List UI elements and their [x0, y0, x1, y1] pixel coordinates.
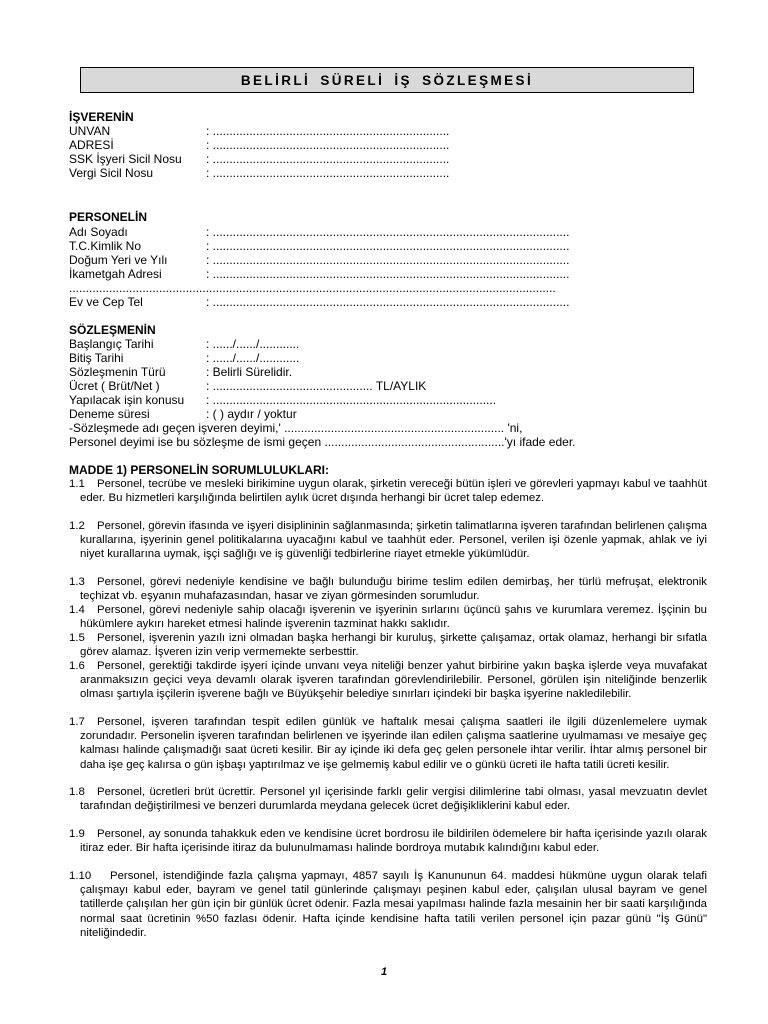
article-item-text: Personel, gerektiği takdirde işyeri içinde unvanı veya niteliği benzer yahut birbirine yakın başka işlerde veya muvafakat aranmaksızın geçici veya devamlı olarak işveren tarafından görevlendirilebilir. Personel, görülen işin niteliğinde benzerlik olması şartıyla işçilerin işverene bağlı ve Büyükşehir belediye sınırları içindeki bir başka işyerine nakledilebilir. — [80, 660, 707, 701]
article-item-text: Personel, işveren tarafından tespit edilen günlük ve haftalık mesai çalışma saatleri ile ilgili düzenlemelere uymak zorundadır. Personelin işveren tarafından belirlenen ve işyerinde ilan edilen çalışma saatlerine uyulmaması ve mesaiye geç kalması halinde çalışmadığı saat ücreti kesilir. Bir ay içinde iki defa geç gelen personele ihtar verilir. İhtar almış personel bir daha işe geç kalırsa o gün işbaşı yaptırılmaz ve işe gelmemiş kabul edilir ve o günkü ücreti ile hafta tatili ücreti kesilir. — [80, 716, 707, 771]
field-value: : ....../....../............ — [206, 337, 300, 351]
contract-start-row — [69, 337, 299, 351]
article-item — [69, 715, 707, 772]
employer-ssk-row — [69, 152, 449, 166]
article-item — [69, 785, 707, 813]
article-item-number: 1.6 — [69, 660, 85, 672]
employee-birth-row — [69, 253, 569, 267]
article-item — [69, 603, 707, 631]
employer-heading: İŞVERENİN — [69, 110, 134, 124]
article-item — [69, 869, 707, 940]
article-1-heading: MADDE 1) PERSONELİN SORUMLULUKLARI: — [69, 463, 329, 477]
article-item — [69, 519, 707, 562]
article-item-text: Personel, görevi nedeniyle kendisine ve bağlı bulunduğu birime teslim edilen demirbaş, her türlü mefruşat, elektronik teçhizat vb. eşyanın muhafazasından, hasar ve ziyan görmesinden sorumludur. — [80, 576, 707, 603]
field-label: SSK İşyeri Sicil Nosu — [69, 152, 182, 166]
employee-address-row — [69, 267, 569, 281]
article-item-number: 1.10 — [69, 870, 92, 882]
page-number: 1 — [380, 966, 388, 978]
employee-id-row — [69, 239, 569, 253]
field-label: Başlangıç Tarihi — [69, 337, 154, 351]
contract-salary-row — [69, 379, 426, 393]
article-item — [69, 659, 707, 702]
article-item — [69, 477, 707, 505]
employer-title-row — [69, 124, 449, 138]
address-continuation-line: .................................................................................................................................................. — [69, 281, 556, 295]
field-value: : ........................................................................................................... — [206, 239, 570, 253]
field-label: ADRESİ — [69, 138, 114, 152]
field-label: Ev ve Cep Tel — [69, 295, 143, 309]
contract-probation-row — [69, 407, 297, 421]
article-item-number: 1.4 — [69, 604, 85, 616]
contract-end-row — [69, 351, 299, 365]
article-item-text: Personel, istendiğinde fazla çalışma yapmayı, 4857 sayılı İş Kanununun 64. maddesi hükmüne uygun olarak telafi çalışmayı kabul eder, bayram ve genel tatil günlerinde çalışmayı peşinen kabul eder, çalışılan ulusal bayram ve genel tatillerde çalışılan her gün için bir günlük ücret ödenir. Fazla mesai yapılması halinde fazla mesainin her bir saati karşılığında normal saat ücretinin %50 fazlası ödenir. Hafta içinde kendisine hafta tatili verilen personel için pazar günü "İş Günü" niteliğindedir. — [80, 870, 707, 939]
field-value: : ....................................................................... — [206, 138, 450, 152]
employee-name-row — [69, 225, 569, 239]
field-label: Yapılacak işin konusu — [69, 393, 185, 407]
article-item-text: Personel, görevin ifasında ve işyeri disiplininin sağlanmasında; şirketin talimatlarına işveren tarafından belirlenen çalışma kurallarına, işyerinin genel politikalarına uyacağını kabul ve taahhüt eder. Personel, verilen işi özenle yapmak, ahlak ve iyi niyet kurallarına uymak, işçi sağlığı ve iş güvenliği tedbirlerine riayet etmekle yükümlüdür. — [80, 520, 707, 561]
field-value: : ....................................................................... — [206, 166, 450, 180]
employee-heading: PERSONELİN — [69, 210, 148, 224]
field-value: : ........................................................................................................... — [206, 225, 570, 239]
field-value: : ........................................................................................................... — [206, 253, 570, 267]
article-item — [69, 827, 707, 855]
employee-definition-line: Personel deyimi ise bu sözleşme de ismi geçen ......................................................'yı ifade eder. — [69, 435, 576, 449]
field-label: Deneme süresi — [69, 407, 150, 421]
contract-heading: SÖZLEŞMENİN — [69, 323, 156, 337]
field-value: : ................................................ TL/AYLIK — [206, 379, 427, 393]
title-box — [80, 67, 694, 93]
employer-address-row — [69, 138, 449, 152]
employer-definition-line: -Sözleşmede adı geçen işveren deyimi,' .................................................................. 'ni, — [69, 421, 523, 435]
field-label: Sözleşmenin Türü — [69, 365, 166, 379]
article-item-number: 1.8 — [69, 786, 85, 798]
field-value: : ....................................................................... — [206, 152, 450, 166]
field-value: : ( ) aydır / yoktur — [206, 407, 297, 421]
article-item-number: 1.7 — [69, 716, 85, 728]
article-item-number: 1.3 — [69, 576, 85, 588]
article-item-number: 1.9 — [69, 828, 85, 840]
field-label: T.C.Kimlik No — [69, 239, 142, 253]
field-value: : ..................................................................................... — [206, 393, 497, 407]
field-value: : ........................................................................................................... — [206, 295, 570, 309]
field-label: İkametgah Adresi — [69, 267, 162, 281]
field-value: : ....../....../............ — [206, 351, 300, 365]
article-item-text: Personel, tecrübe ve mesleki birikimine uygun olarak, şirketin vereceği bütün işleri ve görevleri yapmayı kabul ve taahhüt eder. Bu hizmetleri karşılığında belirtilen aylık ücret dışında herhangi bir ücret talep edemez. — [80, 478, 707, 505]
article-item-number: 1.1 — [69, 478, 85, 490]
employer-tax-row — [69, 166, 449, 180]
field-label: UNVAN — [69, 124, 111, 138]
document-title: BELİRLİ SÜRELİ İŞ SÖZLEŞMESİ — [240, 72, 534, 88]
field-label: Bitiş Tarihi — [69, 351, 124, 365]
article-item — [69, 575, 707, 603]
field-value: : Belirli Sürelidir. — [206, 365, 293, 379]
field-value: : ........................................................................................................... — [206, 267, 570, 281]
field-label: Ücret ( Brüt/Net ) — [69, 379, 160, 393]
article-item-text: Personel, işverenin yazılı izni olmadan başka herhangi bir kuruluş, şirkette çalışamaz, ortak olamaz, herhangi bir sıfatla görev alamaz. İşveren izin verip vermemekte serbesttir. — [80, 632, 707, 659]
field-label: Doğum Yeri ve Yılı — [69, 253, 168, 267]
employee-phone-row — [69, 295, 569, 309]
article-item-number: 1.2 — [69, 520, 85, 532]
field-label: Vergi Sicil Nosu — [69, 166, 154, 180]
field-value: : ....................................................................... — [206, 124, 450, 138]
contract-job-row — [69, 393, 496, 407]
contract-type-row — [69, 365, 292, 379]
article-item — [69, 631, 707, 659]
article-item-number: 1.5 — [69, 632, 85, 644]
field-label: Adı Soyadı — [69, 225, 128, 239]
article-item-text: Personel, ay sonunda tahakkuk eden ve kendisine ücret bordrosu ile bildirilen ödemelere bir hafta içerisinde yazılı olarak itiraz eder. Bir hafta içerisinde itiraz da bulunulmaması halinde bordroya mutabık kalındığını kabul eder. — [80, 828, 707, 855]
article-item-text: Personel, görevi nedeniyle sahip olacağı işverenin ve işyerinin sırlarını üçüncü şahıs ve kurumlara veremez. İşçinin bu hükümlere aykırı hareket etmesi halinde işverenin tazminat hakkı saklıdır. — [80, 604, 707, 631]
article-item-text: Personel, ücretleri brüt ücrettir. Personel yıl içerisinde farklı gelir vergisi dilimlerine tabi olması, yasal mevzuatın devlet tarafından değiştirilmesi ve benzeri durumlarda meydana gelecek ücret değişikliklerini kabul eder. — [80, 786, 707, 813]
